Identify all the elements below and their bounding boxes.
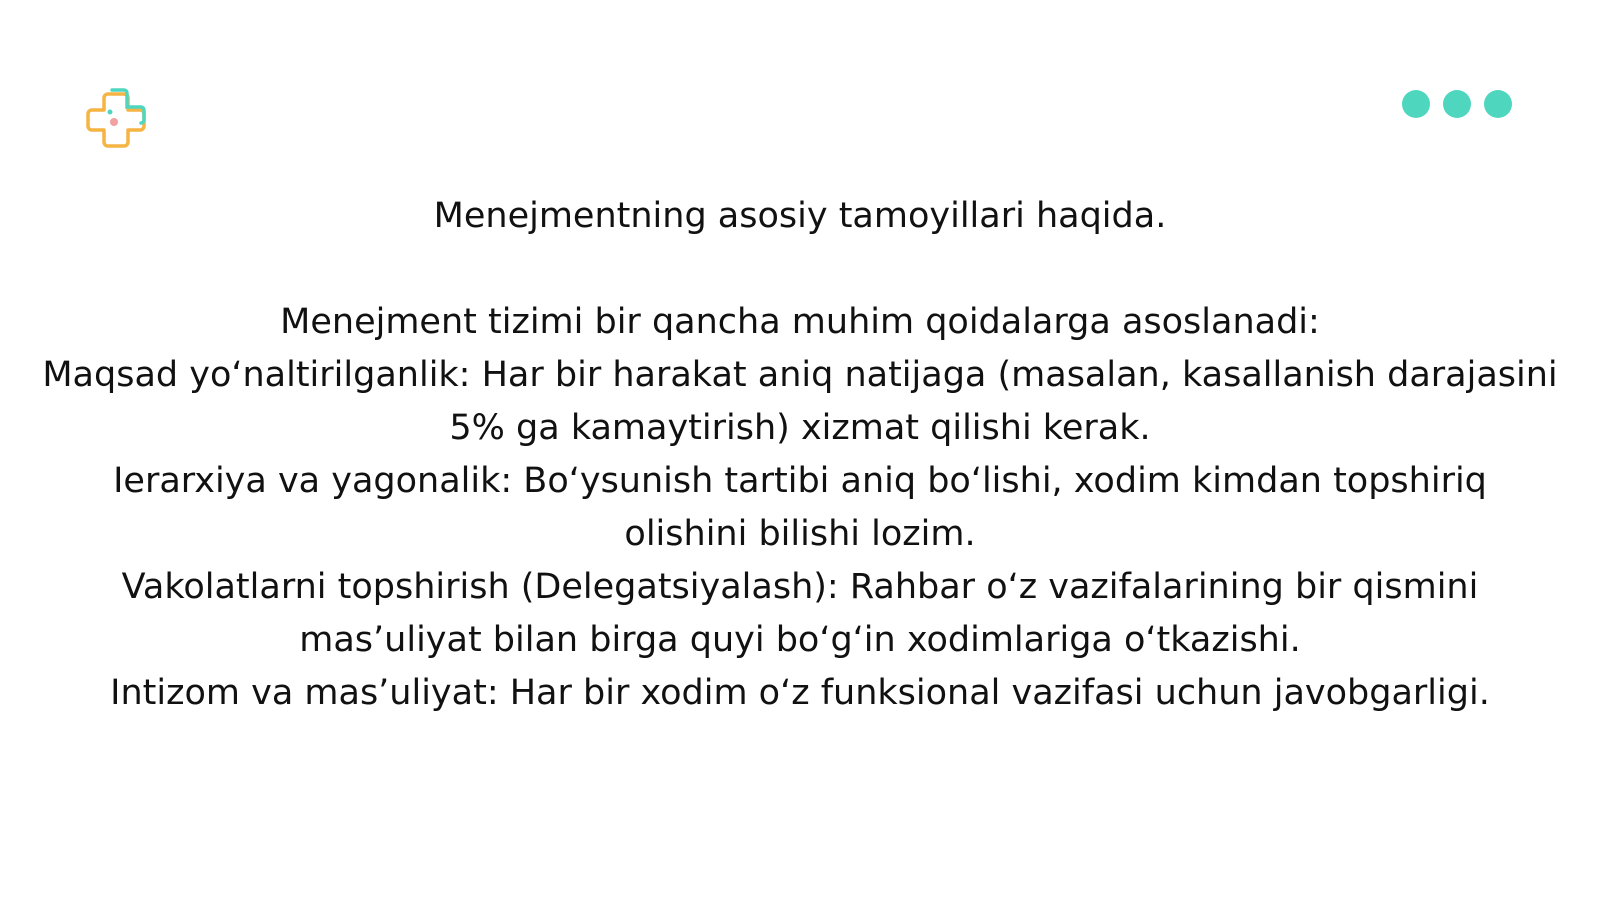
spacer — [0, 243, 1600, 296]
dot-icon — [1484, 90, 1512, 118]
principle-discipline: Intizom va mas’uliyat: Har bir xodim o‘z funksional vazifasi uchun javobgarligi. — [110, 673, 1490, 713]
three-dots-icon[interactable] — [1402, 90, 1512, 118]
slide-title: Menejmentning asosiy tamoyillari haqida. — [433, 196, 1167, 236]
intro-text: Menejment tizimi bir qancha muhim qoidalarga asoslanadi: — [280, 302, 1320, 342]
principle-delegation: Vakolatlarni topshirish (Delegatsiyalash): Rahbar o‘z vazifalarining bir qismini mas’uliyat bilan birga quyi bo‘g‘in xodimlariga o‘tkazishi. — [121, 567, 1479, 660]
dot-icon — [1443, 90, 1471, 118]
medical-cross-logo-icon — [86, 88, 148, 150]
principle-goal: Maqsad yo‘naltirilganlik: Har bir harakat aniq natijaga (masalan, kasallanish darajasini 5% ga kamaytirish) xizmat qilishi kerak. — [42, 355, 1558, 448]
principle-hierarchy: Ierarxiya va yagonalik: Bo‘ysunish tartibi aniq bo‘lishi, xodim kimdan topshiriq olishini bilishi lozim. — [113, 461, 1487, 554]
slide-content — [0, 190, 1600, 720]
dot-icon — [1402, 90, 1430, 118]
